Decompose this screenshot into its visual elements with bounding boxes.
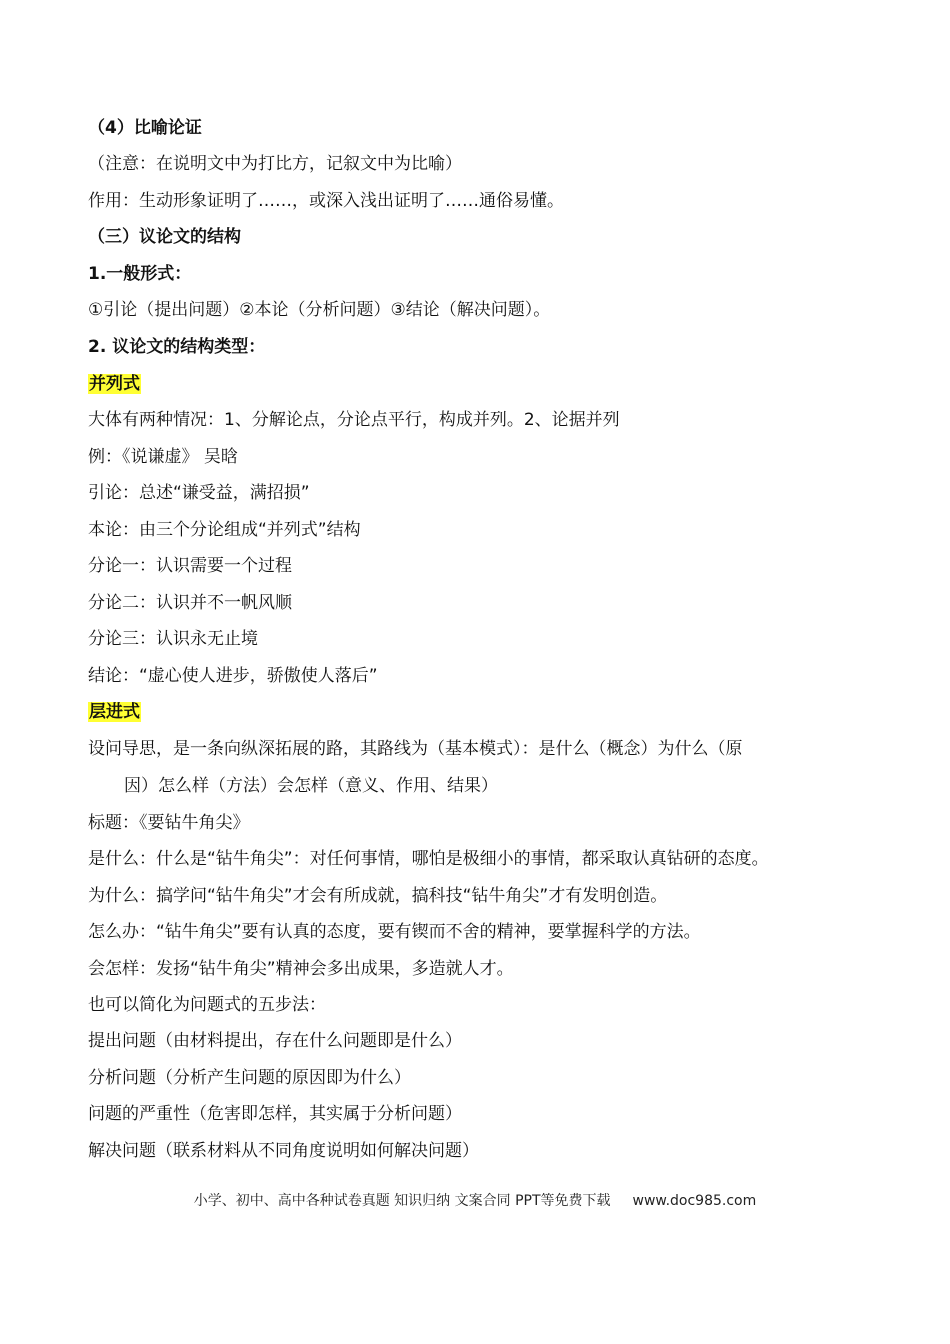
page-footer — [0, 1190, 950, 1212]
body-line: 为什么：搞学问“钻牛角尖”才会有所成就，搞科技“钻牛角尖”才有发明创造。 — [88, 886, 668, 906]
body-line: 大体有两种情况：1、分解论点，分论点平行，构成并列。2、论据并列 — [88, 410, 620, 430]
body-line: 问题的严重性（危害即怎样，其实属于分析问题） — [88, 1104, 462, 1124]
section-heading-structure: （三）议论文的结构 — [88, 227, 241, 247]
body-line: 例：《说谦虚》 吴晗 — [88, 447, 238, 467]
body-line: 分论三：认识永无止境 — [88, 629, 258, 649]
body-line: 设问导思，是一条向纵深拓展的路，其路线为（基本模式）：是什么（概念）为什么（原 — [88, 739, 743, 759]
highlight-parallel-type — [88, 372, 141, 396]
body-line: 也可以简化为问题式的五步法： — [88, 995, 326, 1015]
body-line: 结论：“虚心使人进步，骄傲使人落后” — [88, 666, 378, 686]
body-line: 会怎样：发扬“钻牛角尖”精神会多出成果，多造就人才。 — [88, 959, 514, 979]
subheading-general-form: 1.一般形式： — [88, 264, 192, 284]
highlight-progressive-type — [88, 700, 141, 724]
body-line: 引论：总述“谦受益，满招损” — [88, 483, 310, 503]
body-line: 标题：《要钻牛角尖》 — [88, 813, 250, 833]
body-line: 是什么：什么是“钻牛角尖”：对任何事情，哪怕是极细小的事情，都采取认真钻研的态度。 — [88, 849, 769, 869]
general-form-line: ①引论（提出问题）②本论（分析问题）③结论（解决问题）。 — [88, 300, 551, 320]
highlighted-label: 层进式 — [89, 702, 140, 722]
body-line: 分论二：认识并不一帆风顺 — [88, 593, 292, 613]
body-line-continued: 因）怎么样（方法）会怎样（意义、作用、结果） — [124, 776, 498, 796]
body-line: 本论：由三个分论组成“并列式”结构 — [88, 520, 361, 540]
body-line: 提出问题（由材料提出，存在什么问题即是什么） — [88, 1031, 462, 1051]
body-line: 怎么办：“钻牛角尖”要有认真的态度，要有锲而不舍的精神，要掌握科学的方法。 — [88, 922, 701, 942]
body-line: 解决问题（联系材料从不同角度说明如何解决问题） — [88, 1141, 479, 1161]
body-line: 分论一：认识需要一个过程 — [88, 556, 292, 576]
heading-metaphor-argument: （4）比喻论证 — [88, 118, 202, 138]
subheading-structure-types: 2. 议论文的结构类型： — [88, 337, 266, 357]
effect-line: 作用：生动形象证明了……，或深入浅出证明了……通俗易懂。 — [88, 191, 564, 211]
footer-text: 小学、初中、高中各种试卷真题 知识归纳 文案合同 PPT等免费下载 — [193, 1193, 611, 1209]
highlighted-label: 并列式 — [89, 374, 140, 394]
footer-url[interactable]: www.doc985.com — [632, 1193, 757, 1209]
note-line: （注意：在说明文中为打比方，记叙文中为比喻） — [88, 154, 462, 174]
body-line: 分析问题（分析产生问题的原因即为什么） — [88, 1068, 411, 1088]
